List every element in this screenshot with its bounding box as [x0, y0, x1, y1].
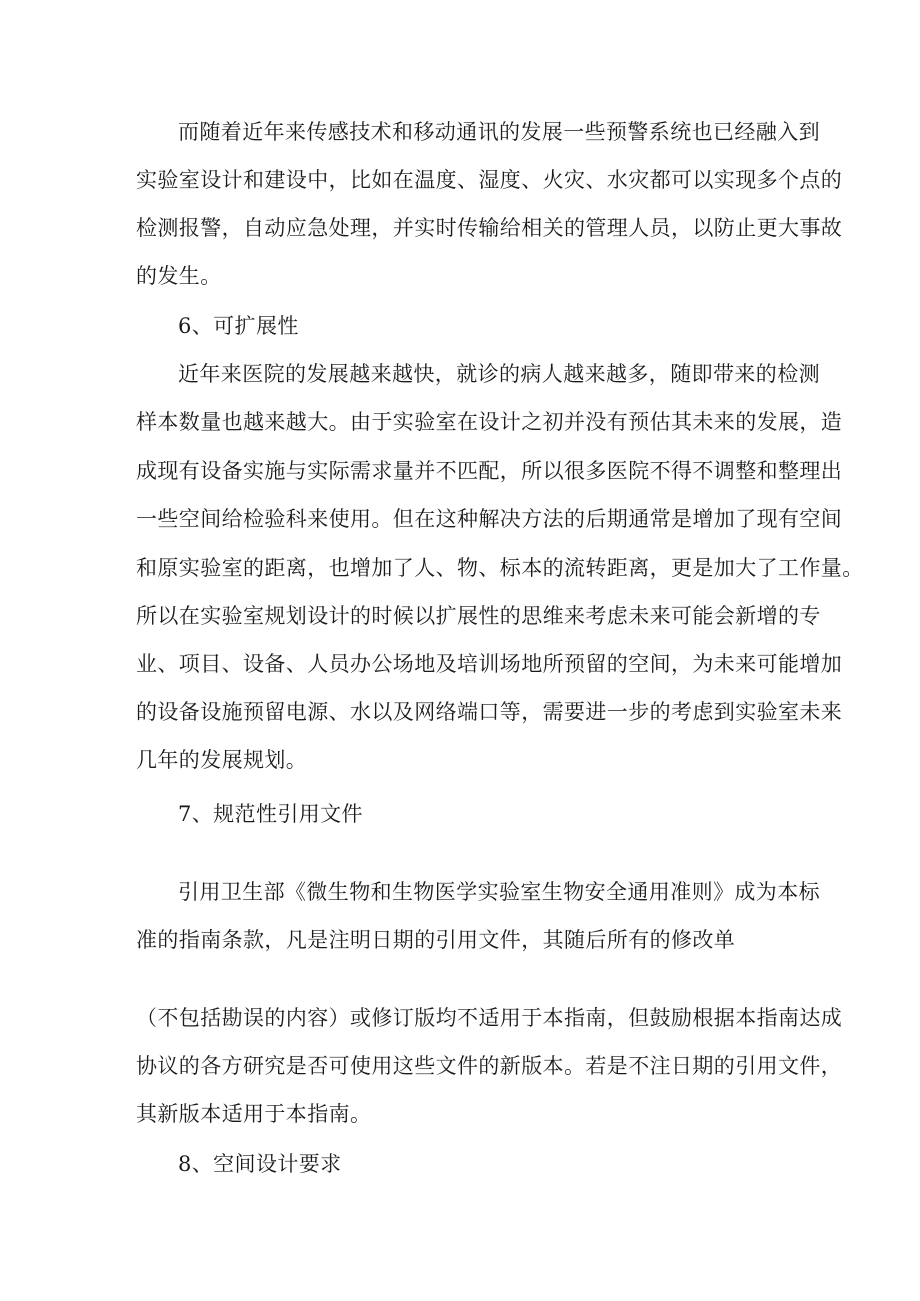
reference-line-5: 其新版本适用于本指南。 — [136, 1102, 372, 1126]
section-heading-6: 6、可扩展性 — [178, 314, 299, 338]
expand-line-3: 成现有设备实施与实际需求量并不匹配，所以很多医院不得不调整和整理出 — [136, 459, 843, 483]
expand-line-4: 一些空间给检验科来使用。但在这种解决方法的后期通常是增加了现有空间 — [136, 507, 843, 531]
expand-line-9: 几年的发展规划。 — [136, 748, 308, 772]
warning-line-1: 而随着近年来传感技术和移动通讯的发展一些预警系统也已经融入到 — [178, 120, 820, 144]
reference-line-2: 准的指南条款，凡是注明日期的引用文件，其随后所有的修改单 — [136, 928, 736, 952]
section-heading-7: 7、规范性引用文件 — [178, 802, 363, 826]
expand-line-5: 和原实验室的距离，也增加了人、物、标本的流转距离，更是加大了工作量。 — [136, 556, 864, 580]
expand-line-7: 业、项目、设备、人员办公场地及培训场地所预留的空间，为未来可能增加 — [136, 652, 843, 676]
section-heading-8: 8、空间设计要求 — [178, 1152, 342, 1176]
expand-line-8: 的设备设施预留电源、水以及网络端口等，需要进一步的考虑到实验室未来 — [136, 700, 843, 724]
expand-line-2: 样本数量也越来越大。由于实验室在设计之初并没有预估其未来的发展，造 — [136, 410, 843, 434]
reference-line-4: 协议的各方研究是否可使用这些文件的新版本。若是不注日期的引用文件， — [136, 1054, 843, 1078]
warning-line-3: 检测报警，自动应急处理，并实时传输给相关的管理人员，以防止更大事故 — [136, 216, 843, 240]
expand-line-6: 所以在实验室规划设计的时候以扩展性的思维来考虑未来可能会新增的专 — [136, 604, 821, 628]
warning-line-2: 实验室设计和建设中，比如在温度、湿度、火灾、水灾都可以实现多个点的 — [136, 168, 843, 192]
reference-line-3: （不包括勘误的内容）或修订版均不适用于本指南，但鼓励根据本指南达成 — [136, 1006, 843, 1030]
expand-line-1: 近年来医院的发展越来越快，就诊的病人越来越多，随即带来的检测 — [178, 362, 820, 386]
warning-line-4: 的发生。 — [136, 264, 222, 288]
reference-line-1: 引用卫生部《微生物和生物医学实验室生物安全通用准则》成为本标 — [178, 880, 820, 904]
